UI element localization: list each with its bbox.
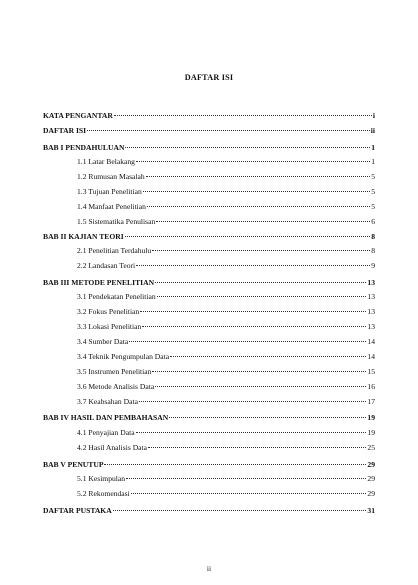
toc-section-row — [77, 424, 375, 437]
toc-entry-label: 1.1 Latar Belakang — [77, 157, 135, 166]
dot-leader — [139, 391, 366, 402]
toc-chapter-row — [43, 122, 375, 135]
toc-entry-page: 16 — [367, 382, 375, 391]
toc-section-row — [77, 393, 375, 406]
toc-section-row — [77, 485, 375, 498]
dot-leader — [87, 120, 370, 131]
toc-entry-page: 8 — [371, 232, 375, 241]
toc-entry-page: 14 — [367, 337, 375, 346]
toc-entry-page: 13 — [367, 292, 375, 301]
toc-entry-page: 14 — [367, 352, 375, 361]
toc-section-row — [77, 470, 375, 483]
dot-leader — [136, 255, 370, 266]
dot-leader — [129, 331, 366, 342]
toc-entry-label: 2.2 Landasan Teori — [77, 261, 136, 270]
dot-leader — [152, 361, 366, 372]
toc-section-row — [77, 333, 375, 346]
dot-leader — [170, 346, 366, 357]
toc-entry-page: 1 — [371, 157, 375, 166]
dot-leader — [136, 422, 367, 433]
toc-entry-page: 19 — [367, 413, 375, 422]
toc-section-row — [77, 363, 375, 376]
toc-entry-label: 3.4 Teknik Pengumpulan Data — [77, 352, 170, 361]
dot-leader — [126, 468, 366, 479]
toc-entry-label: DAFTAR PUSTAKA — [43, 506, 112, 515]
toc-entry-label: 4.1 Penyajian Data — [77, 428, 135, 437]
toc-entry-label: 3.4 Sumber Data — [77, 337, 129, 346]
toc-entry-page: 5 — [371, 187, 375, 196]
toc-entry-page: 19 — [367, 428, 375, 437]
toc-entry-page: 29 — [367, 474, 375, 483]
toc-entry-page: 1 — [371, 143, 375, 152]
toc-entry-label: 4.2 Hasil Analisis Data — [77, 443, 148, 452]
toc-entry-label: BAB II KAJIAN TEORI — [43, 232, 124, 241]
toc-section-row — [77, 257, 375, 270]
toc-entry-page: 29 — [367, 460, 375, 469]
toc-entry-label: 3.7 Keabsahan Data — [77, 397, 138, 406]
dot-leader — [125, 137, 370, 148]
toc-entry-label: 1.2 Rumusan Masalah — [77, 172, 145, 181]
toc-entry-label: DAFTAR ISI — [43, 126, 87, 135]
page-title: DAFTAR ISI — [184, 73, 234, 82]
toc-entry-page: 29 — [367, 489, 375, 498]
toc-section-row — [77, 153, 375, 166]
toc-entry-page: 8 — [371, 246, 375, 255]
toc-entry-label: BAB V PENUTUP — [43, 460, 104, 469]
toc-entry-page: 31 — [367, 506, 375, 515]
toc-chapter-row — [43, 107, 375, 120]
dot-leader — [156, 211, 370, 222]
toc-section-row — [77, 378, 375, 391]
dot-leader — [113, 500, 367, 511]
dot-leader — [155, 376, 366, 387]
toc-section-row — [77, 288, 375, 301]
toc-entry-label: 1.5 Sistematika Penulisan — [77, 217, 156, 226]
toc-entry-label: 3.3 Lokasi Penelitian — [77, 322, 142, 331]
dot-leader — [148, 437, 366, 448]
toc-entry-page: ii — [370, 126, 375, 135]
toc-section-row — [77, 213, 375, 226]
dot-leader — [104, 454, 366, 465]
toc-entry-label: BAB I PENDAHULUAN — [43, 143, 125, 152]
toc-entry-page: 5 — [371, 172, 375, 181]
toc-section-row — [77, 242, 375, 255]
dot-leader — [143, 181, 370, 192]
toc-entry-label: 3.1 Pendekatan Penelitian — [77, 292, 156, 301]
toc-entry-page: 17 — [367, 397, 375, 406]
dot-leader — [142, 316, 366, 327]
toc-entry-page: 15 — [367, 367, 375, 376]
toc-entry-page: 13 — [367, 307, 375, 316]
toc-entry-page: 9 — [371, 261, 375, 270]
toc-section-row — [77, 168, 375, 181]
toc-chapter-row — [43, 409, 375, 422]
toc-entry-page: 6 — [371, 217, 375, 226]
toc-chapter-row — [43, 139, 375, 152]
toc-section-row — [77, 318, 375, 331]
page-number: ii — [206, 564, 212, 573]
toc-chapter-row — [43, 502, 375, 515]
toc-entry-page: 5 — [371, 202, 375, 211]
toc-chapter-row — [43, 456, 375, 469]
dot-leader — [114, 105, 372, 116]
toc-section-row — [77, 439, 375, 452]
toc-entry-label: KATA PENGANTAR — [43, 111, 113, 120]
toc-entry-page: 25 — [367, 443, 375, 452]
toc-entry-label: 1.4 Manfaat Penelitian — [77, 202, 146, 211]
toc-section-row — [77, 198, 375, 211]
toc-entry-label: 3.6 Metode Analisis Data — [77, 382, 155, 391]
toc-section-row — [77, 348, 375, 361]
toc-entry-label: 5.1 Kesimpulan — [77, 474, 126, 483]
toc-entry-label: 2.1 Penelitian Terdahulu — [77, 246, 152, 255]
toc-entry-page: i — [372, 111, 375, 120]
toc-entry-label: 5.2 Rekomendasi — [77, 489, 130, 498]
toc-entry-label: 1.3 Tujuan Penelitian — [77, 187, 142, 196]
dot-leader — [169, 407, 366, 418]
toc-entry-label: 3.5 Instrumen Penelitian — [77, 367, 152, 376]
dot-leader — [146, 166, 371, 177]
dot-leader — [125, 226, 371, 237]
dot-leader — [155, 272, 366, 283]
dot-leader — [147, 196, 370, 207]
toc-chapter-row — [43, 274, 375, 287]
dot-leader — [131, 483, 367, 494]
toc-entry-page: 13 — [367, 278, 375, 287]
toc-entry-label: BAB III METODE PENELITIAN — [43, 278, 155, 287]
toc-entry-label: BAB IV HASIL DAN PEMBAHASAN — [43, 413, 169, 422]
toc-chapter-row — [43, 228, 375, 241]
toc-entry-page: 13 — [367, 322, 375, 331]
dot-leader — [152, 240, 370, 251]
dot-leader — [157, 286, 367, 297]
toc-section-row — [77, 303, 375, 316]
dot-leader — [136, 151, 370, 162]
dot-leader — [140, 301, 366, 312]
toc-section-row — [77, 183, 375, 196]
toc-entry-label: 3.2 Fokus Penelitian — [77, 307, 140, 316]
